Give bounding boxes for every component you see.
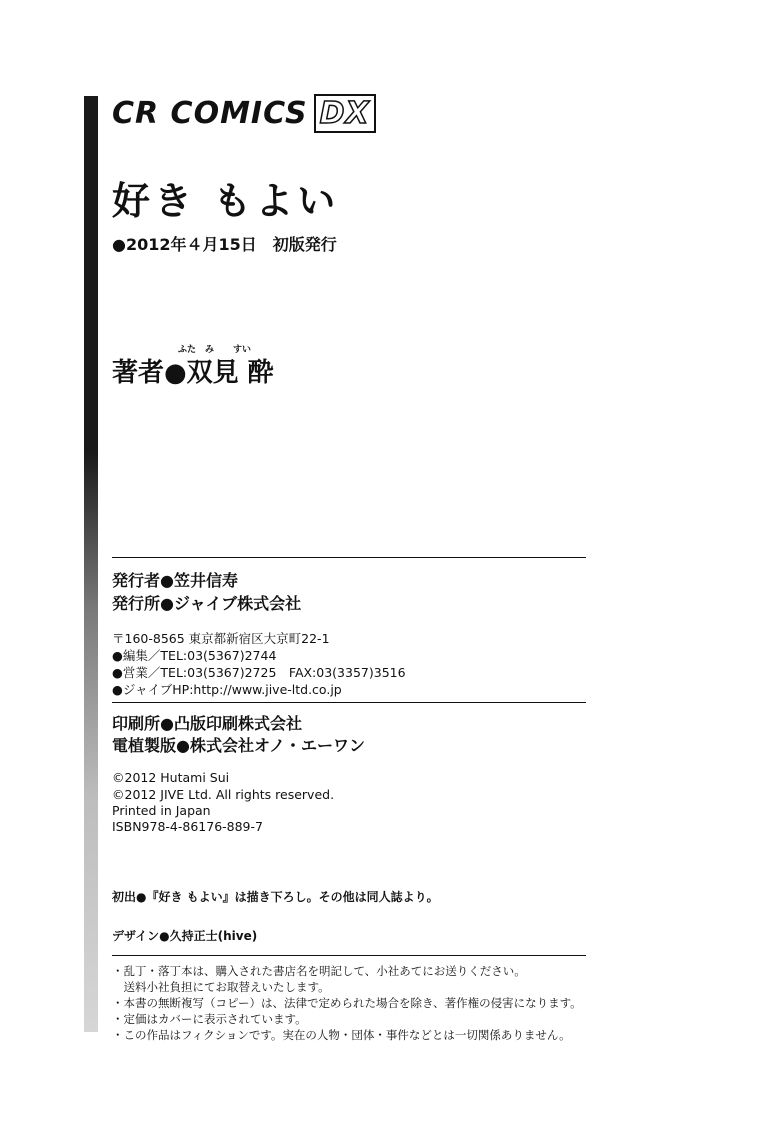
notice-replacement: ・乱丁・落丁本は、購入された書店名を明記して、小社あてにお送りください。: [112, 964, 526, 978]
publisher-person: 発行者●笠井信寿: [112, 571, 238, 590]
publisher-company: 発行所●ジャイブ株式会社: [112, 594, 302, 613]
copyright-author: ©2012 Hutami Sui: [112, 770, 230, 785]
website: ●ジャイブHP:http://www.jive-ltd.co.jp: [112, 682, 342, 697]
address: 〒160-8565 東京都新宿区大京町22-1: [112, 631, 330, 646]
cr-comics-dx-logo: [112, 94, 376, 133]
author-line: 著者●双見 酔: [112, 358, 274, 388]
logo-dx: DX: [314, 94, 376, 133]
sales-tel-fax: ●営業／TEL:03(5367)2725 FAX:03(3357)3516: [112, 665, 406, 680]
ruby-futami: ふた み: [178, 345, 215, 355]
isbn: ISBN978-4-86176-889-7: [112, 819, 263, 834]
notice-copying: ・本書の無断複写（コピー）は、法律で定められた場合を除き、著作権の侵害になります。: [112, 996, 582, 1010]
side-gradient-bar: [84, 96, 98, 1032]
copyright-publisher: ©2012 JIVE Ltd. All rights reserved.: [112, 787, 335, 802]
first-appearance: 初出●『好き もよい』は描き下ろし。その他は同人誌より。: [112, 890, 439, 904]
design-credit: デザイン●久持正士(hive): [112, 929, 258, 943]
editorial-tel: ●編集／TEL:03(5367)2744: [112, 648, 277, 663]
notice-replacement-cont: 送料小社負担にてお取替えいたします。: [112, 980, 330, 994]
book-title: 好き もよい: [112, 179, 340, 223]
divider-bottom: [112, 955, 586, 956]
ruby-sui: すい: [233, 345, 252, 355]
notice-fiction: ・この作品はフィクションです。実在の人物・団体・事件などとは一切関係ありません。: [112, 1028, 571, 1042]
typesetting: 電植製版●株式会社オノ・エーワン: [112, 736, 366, 755]
divider-middle: [112, 702, 586, 703]
publication-date: ●2012年４月15日 初版発行: [112, 235, 337, 254]
notice-price: ・定価はカバーに表示されています。: [112, 1012, 307, 1026]
printed-in-japan: Printed in Japan: [112, 803, 211, 818]
printer: 印刷所●凸版印刷株式会社: [112, 714, 302, 733]
logo-text: CR COMICS: [112, 96, 308, 131]
divider-top: [112, 557, 586, 558]
